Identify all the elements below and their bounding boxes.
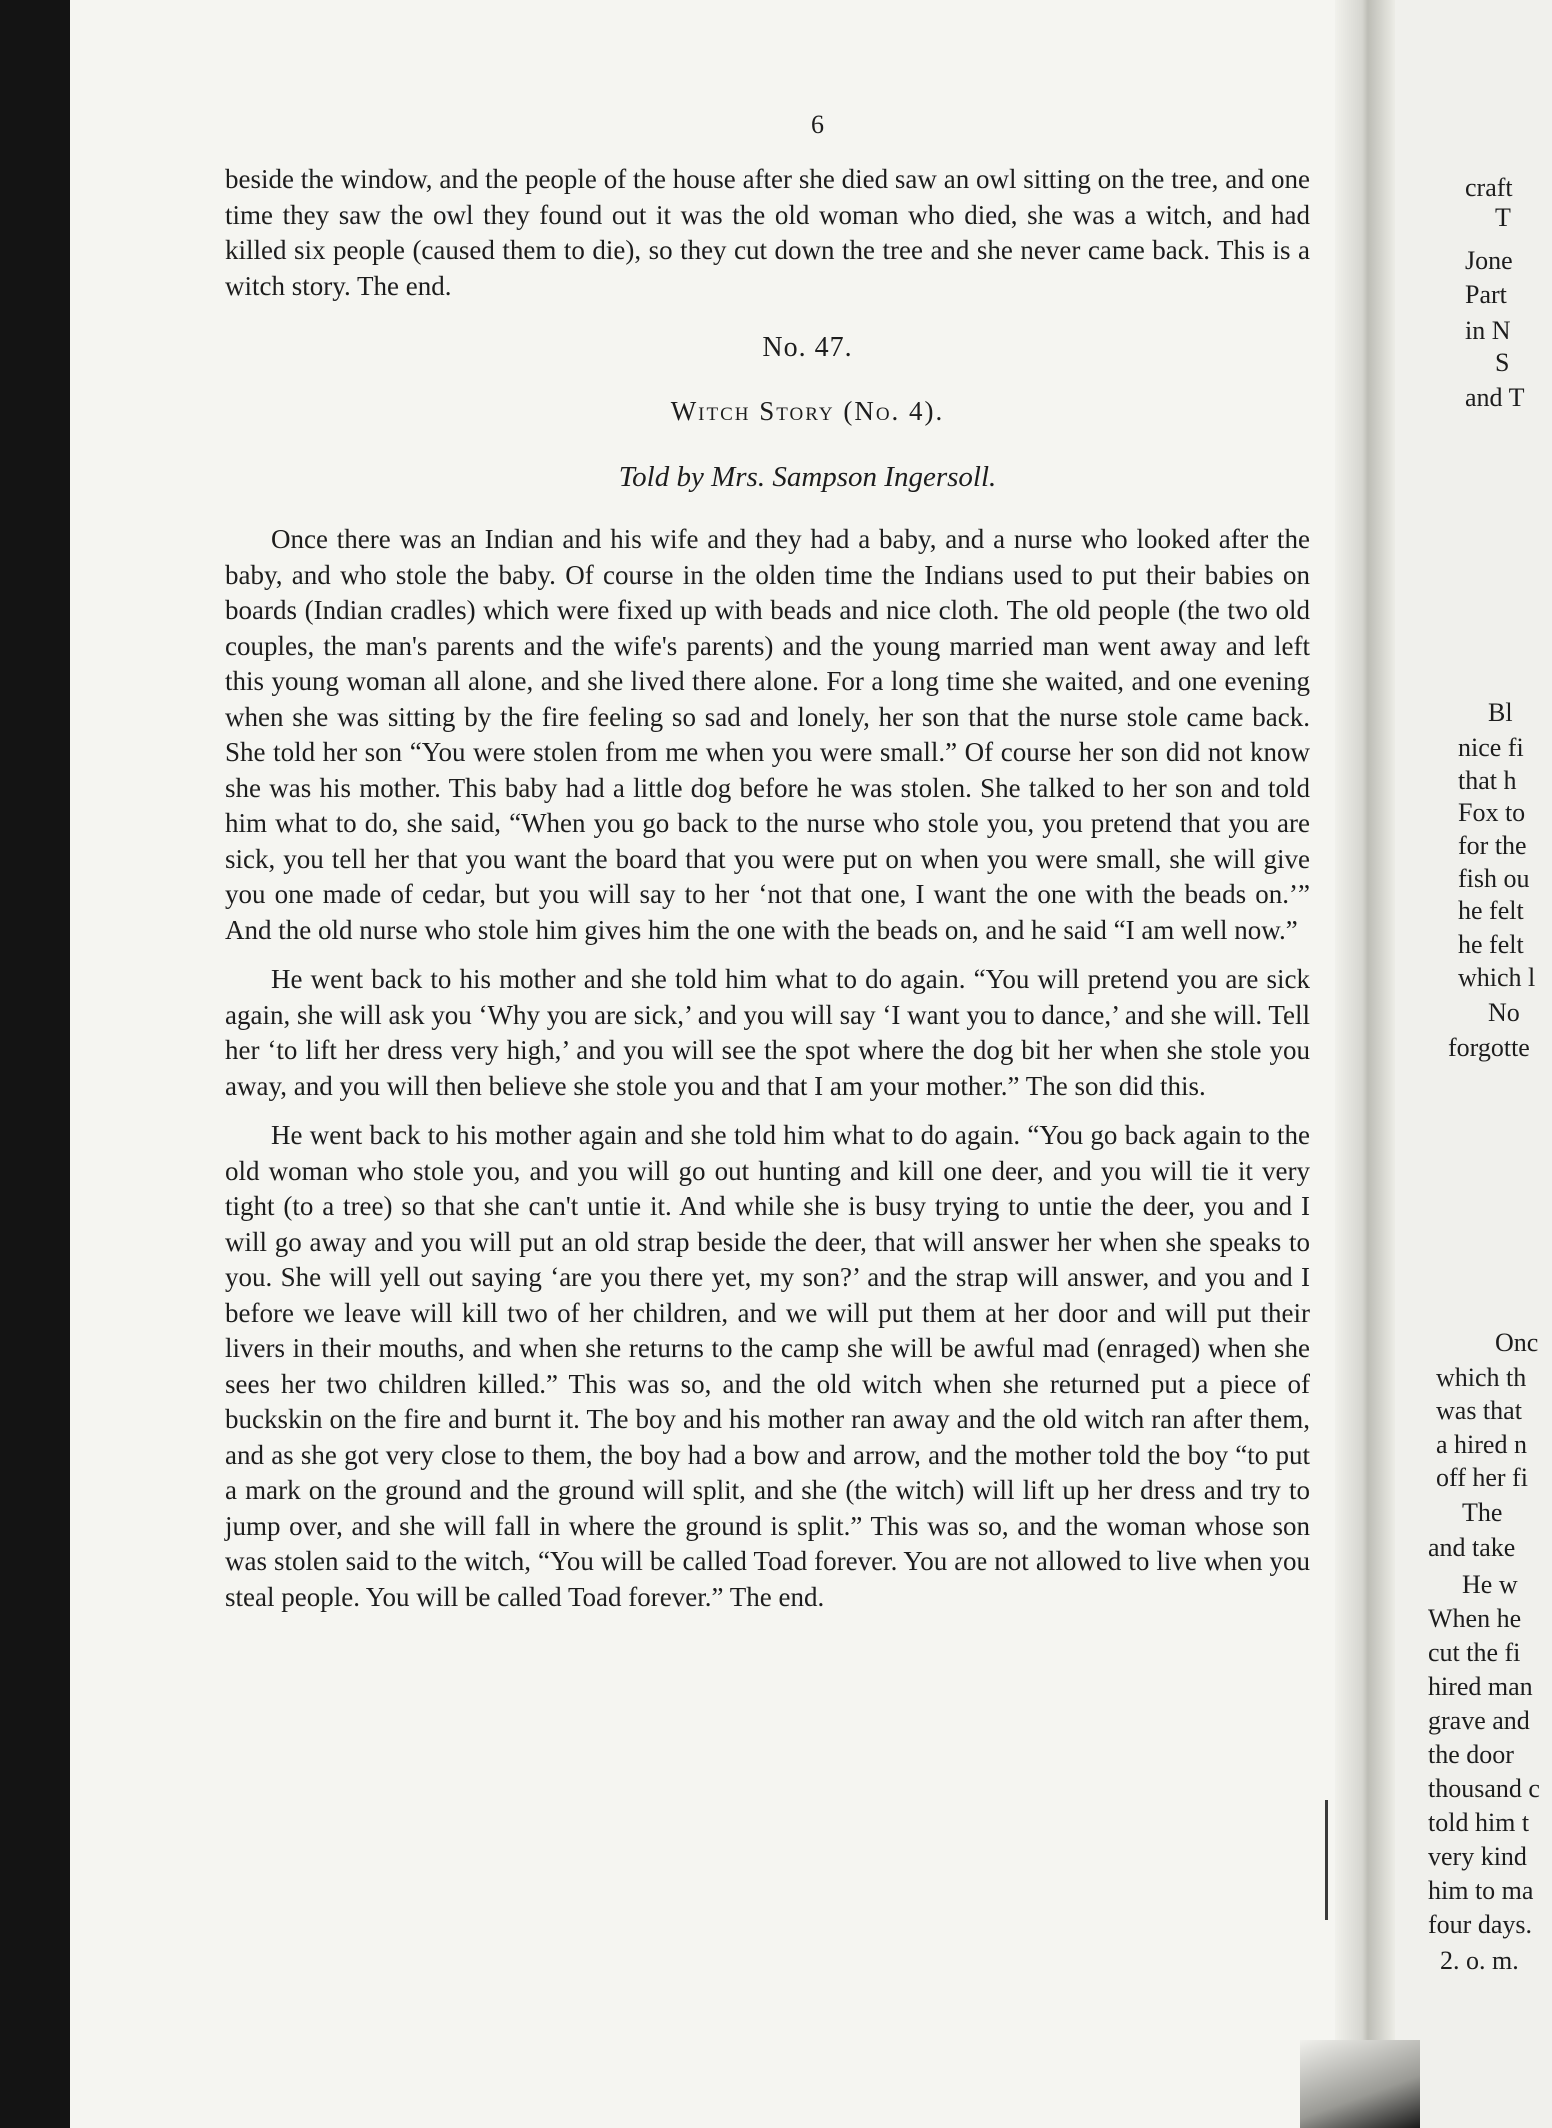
- facing-fragment: was that: [1436, 1396, 1522, 1425]
- facing-fragment: him to ma: [1428, 1876, 1534, 1905]
- facing-fragment: 2. o. m.: [1440, 1946, 1519, 1975]
- facing-fragment: four days.: [1428, 1910, 1532, 1939]
- story-teller: Told by Mrs. Sampson Ingersoll.: [618, 461, 997, 493]
- facing-fragment: Fox to: [1458, 798, 1526, 827]
- story-paragraph: He went back to his mother again and she told him what to do again. “You go back again to the old woman who stole you, and you will go out hunting and kill one deer, and you will tie it very tight (to a tree) so that she can't untie it. And while she is busy trying to untie the deer, you and I will go away and you will put an old strap beside the deer, that will answer her when she speaks to you. She will yell out saying ‘are you there yet, my son?’ and the strap will answer, and you and I before we leave will kill two of her children, and we will put them at her door and will put their livers in their mouths, and when she returns to the camp she will be awful mad (enraged) when she sees her two children killed.” This was so, and the old witch when she returned put a piece of buckskin on the fire and burnt it. The boy and his mother ran away and the old witch ran after them, and as she got very close to them, the boy had a bow and arrow, and the mother told the boy “to put a mark on the ground and the ground will split, and she (the witch) will lift up her dress and try to jump over, and she will fall in where the ground is split.” This was so, and the woman whose son was stolen said to the witch, “You will be called Toad forever. You are not allowed to live when you steal people. You will be called Toad forever.” The end.: [225, 1120, 1310, 1612]
- facing-fragment: for the: [1458, 831, 1527, 860]
- page-text: [225, 110, 1310, 1615]
- facing-fragment: told him t: [1428, 1808, 1530, 1837]
- facing-fragment: He w: [1462, 1570, 1518, 1599]
- facing-fragment: thousand c: [1428, 1774, 1540, 1803]
- facing-fragment: in N: [1465, 316, 1511, 345]
- facing-fragment: and take: [1428, 1533, 1516, 1562]
- opening-paragraph: beside the window, and the people of the house after she died saw an owl sitting on the tree, and one time they saw the owl they found out it was the old woman who died, she was a witch, and had killed six people (caused them to die), so they cut down the tree and she never came back. This is a witch story. The end.: [225, 164, 1310, 301]
- facing-fragment: grave and: [1428, 1706, 1530, 1735]
- facing-fragment: nice fi: [1458, 733, 1524, 762]
- facing-fragment: and T: [1465, 383, 1525, 412]
- facing-fragment: craft: [1465, 173, 1513, 202]
- facing-fragment: The: [1462, 1498, 1503, 1527]
- facing-fragment: which th: [1436, 1363, 1527, 1392]
- facing-fragment: the door: [1428, 1740, 1514, 1769]
- facing-fragment: that h: [1458, 766, 1517, 795]
- facing-fragment: very kind: [1428, 1842, 1527, 1871]
- facing-fragment: No: [1488, 998, 1520, 1027]
- facing-fragment: Onc: [1495, 1328, 1539, 1357]
- page-corner-fold: [1300, 2040, 1420, 2128]
- facing-fragment: hired man: [1428, 1672, 1533, 1701]
- facing-fragment: a hired n: [1436, 1430, 1527, 1459]
- facing-fragment: forgotte: [1448, 1033, 1530, 1062]
- facing-fragment: When he: [1428, 1604, 1522, 1633]
- facing-fragment: he felt: [1458, 896, 1524, 925]
- facing-fragment: cut the fi: [1428, 1638, 1521, 1667]
- story-title: Witch Story (No. 4).: [670, 396, 945, 426]
- facing-fragment: off her fi: [1436, 1463, 1528, 1492]
- page-number: 6: [811, 110, 824, 139]
- facing-fragment: T: [1495, 203, 1511, 232]
- spine-mark: [1325, 1800, 1358, 1920]
- facing-page: [1370, 0, 1552, 2128]
- facing-fragment: fish ou: [1458, 864, 1530, 893]
- facing-fragment: Bl: [1488, 698, 1513, 727]
- story-paragraph: He went back to his mother and she told him what to do again. “You will pretend you are sick again, she will ask you ‘Why you are sick,’ and you will say ‘I want you to dance,’ and she will. Tell her ‘to lift her dress very high,’ and you will see the spot where the dog bit her when she stole you away, and you will then believe she stole you and that I am your mother.” The son did this.: [225, 964, 1310, 1101]
- facing-fragment: Jone: [1465, 246, 1513, 275]
- facing-fragment: S: [1495, 348, 1510, 377]
- facing-fragment: which l: [1458, 963, 1536, 992]
- story-paragraph: Once there was an Indian and his wife and they had a baby, and a nurse who looked after the baby, and who stole the baby. Of course in the olden time the Indians used to put their babies on boards (Indian cradles) which were fixed up with beads and nice cloth. The old people (the two old couples, the man's parents and the wife's parents) and the young married man went away and left this young woman all alone, and she lived there alone. For a long time she waited, and one evening when she was sitting by the fire feeling so sad and lonely, her son that the nurse stole came back. She told her son “You were stolen from me when you were small.” Of course her son did not know she was his mother. This baby had a little dog before he was stolen. She talked to her son and told him what to do, she said, “When you go back to the nurse who stole you, you pretend that you are sick, you tell her that you want the board that you were put on when you were small, she will give you one made of cedar, but you will say to her ‘not that one, I want the one with the beads on.’” And the old nurse who stole him gives him the one with the beads on, and he said “I am well now.”: [225, 524, 1310, 945]
- story-number: No. 47.: [762, 332, 853, 363]
- facing-fragment: Part: [1465, 280, 1507, 309]
- facing-fragment: he felt: [1458, 930, 1524, 959]
